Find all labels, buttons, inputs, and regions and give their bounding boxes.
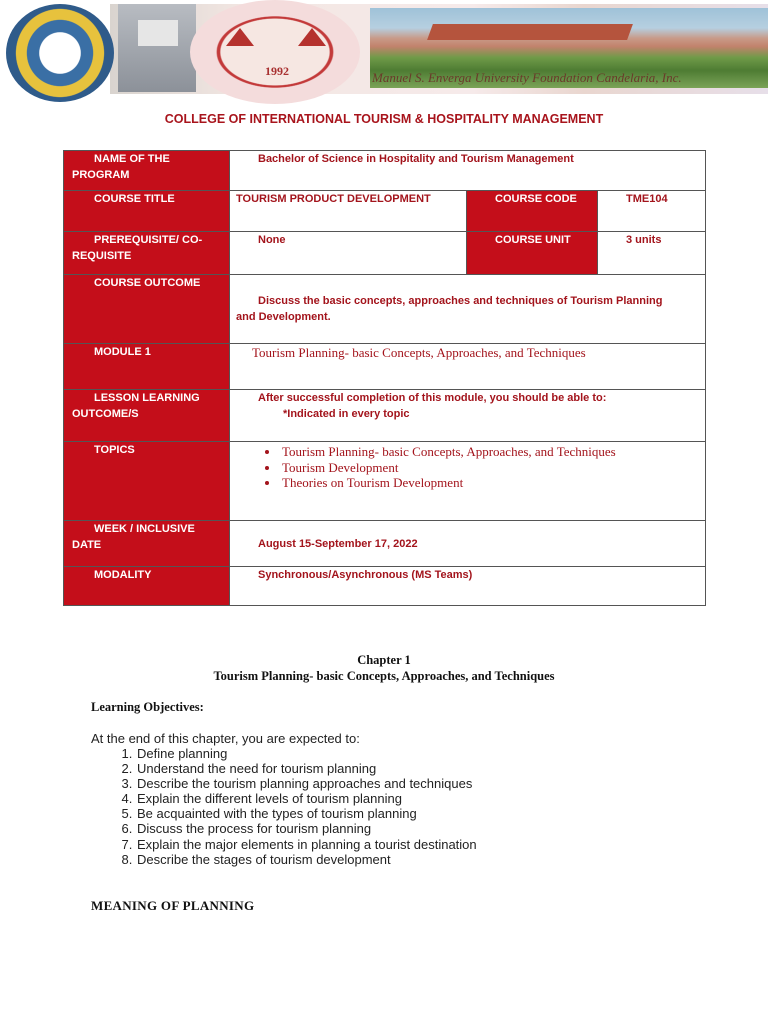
objective-item: 3. Describe the tourism planning approaches and techniques [136,776,477,791]
program-label: NAME OF THE PROGRAM [64,151,230,191]
week-label: WEEK / INCLUSIVE DATE [64,521,230,567]
topic-item: • Theories on Tourism Development [280,475,705,491]
chapter-title: Tourism Planning- basic Concepts, Approaches, and Techniques [213,669,555,683]
seal-year: 1992 [265,64,289,78]
objectives-list [91,746,477,867]
college-logo [6,4,114,102]
header-banner [0,0,768,104]
module-label: MODULE 1 [64,344,230,390]
campus-roof [427,24,633,40]
modality-value: Synchronous/Asynchronous (MS Teams) [230,567,706,606]
chapter-heading [0,652,768,684]
course-unit-label: COURSE UNIT [467,232,598,275]
row-lesson-outcome [64,390,706,442]
objective-item: 4. Explain the different levels of tourism planning [136,791,477,806]
topic-item: • Tourism Development [280,460,705,476]
topics-label: TOPICS [64,442,230,521]
seal-palm-icon [226,28,254,46]
seal-palm-icon [298,28,326,46]
row-modality [64,567,706,606]
course-info-table [63,150,706,606]
topics-list [230,442,705,491]
objective-item: 1. Define planning [136,746,477,761]
objective-item: 5. Be acquainted with the types of tourism planning [136,806,477,821]
module-value: Tourism Planning- basic Concepts, Approaches, and Techniques [230,344,706,390]
objective-item: 6. Discuss the process for tourism planning [136,821,477,836]
building-photo [118,4,196,92]
learning-objectives-heading: Learning Objectives: [91,700,204,714]
objective-item: 7. Explain the major elements in planning a tourist destination [136,837,477,852]
objective-item: 2. Understand the need for tourism planning [136,761,477,776]
lesson-outcome-label: LESSON LEARNING OUTCOME/S [64,390,230,442]
meaning-heading: MEANING OF PLANNING [91,898,255,913]
course-outcome-label: COURSE OUTCOME [64,275,230,344]
course-outcome-value: Discuss the basic concepts, approaches and techniques of Tourism Planning and Development. [230,275,706,344]
row-course-outcome [64,275,706,344]
college-title: COLLEGE OF INTERNATIONAL TOURISM & HOSPITALITY MANAGEMENT [164,112,604,126]
prerequisite-label: PREREQUISITE/ CO- REQUISITE [64,232,230,275]
row-prerequisite [64,232,706,275]
row-topics [64,442,706,521]
university-signature: Manuel S. Enverga University Foundation Candelaria, Inc. [372,70,682,85]
course-code-value: TME104 [598,191,706,232]
row-program [64,151,706,191]
lesson-outcome-value: After successful completion of this module, you should be able to: *Indicated in every topic [230,390,706,442]
objective-item: 8. Describe the stages of tourism development [136,852,477,867]
course-code-label: COURSE CODE [467,191,598,232]
course-title-label: COURSE TITLE [64,191,230,232]
row-week [64,521,706,567]
course-title-value: TOURISM PRODUCT DEVELOPMENT [230,191,467,232]
building-sign [138,20,178,46]
objectives-intro: At the end of this chapter, you are expected to: [91,731,360,746]
week-value: August 15-September 17, 2022 [230,521,706,567]
topics-value [230,442,706,521]
university-seal [190,0,360,104]
topic-item: • Tourism Planning- basic Concepts, Approaches, and Techniques [280,444,705,460]
row-module [64,344,706,390]
modality-label: MODALITY [64,567,230,606]
program-value: Bachelor of Science in Hospitality and Tourism Management [230,151,706,191]
course-unit-value: 3 units [598,232,706,275]
row-course-title [64,191,706,232]
prerequisite-value: None [230,232,467,275]
chapter-number: Chapter 1 [357,653,411,667]
